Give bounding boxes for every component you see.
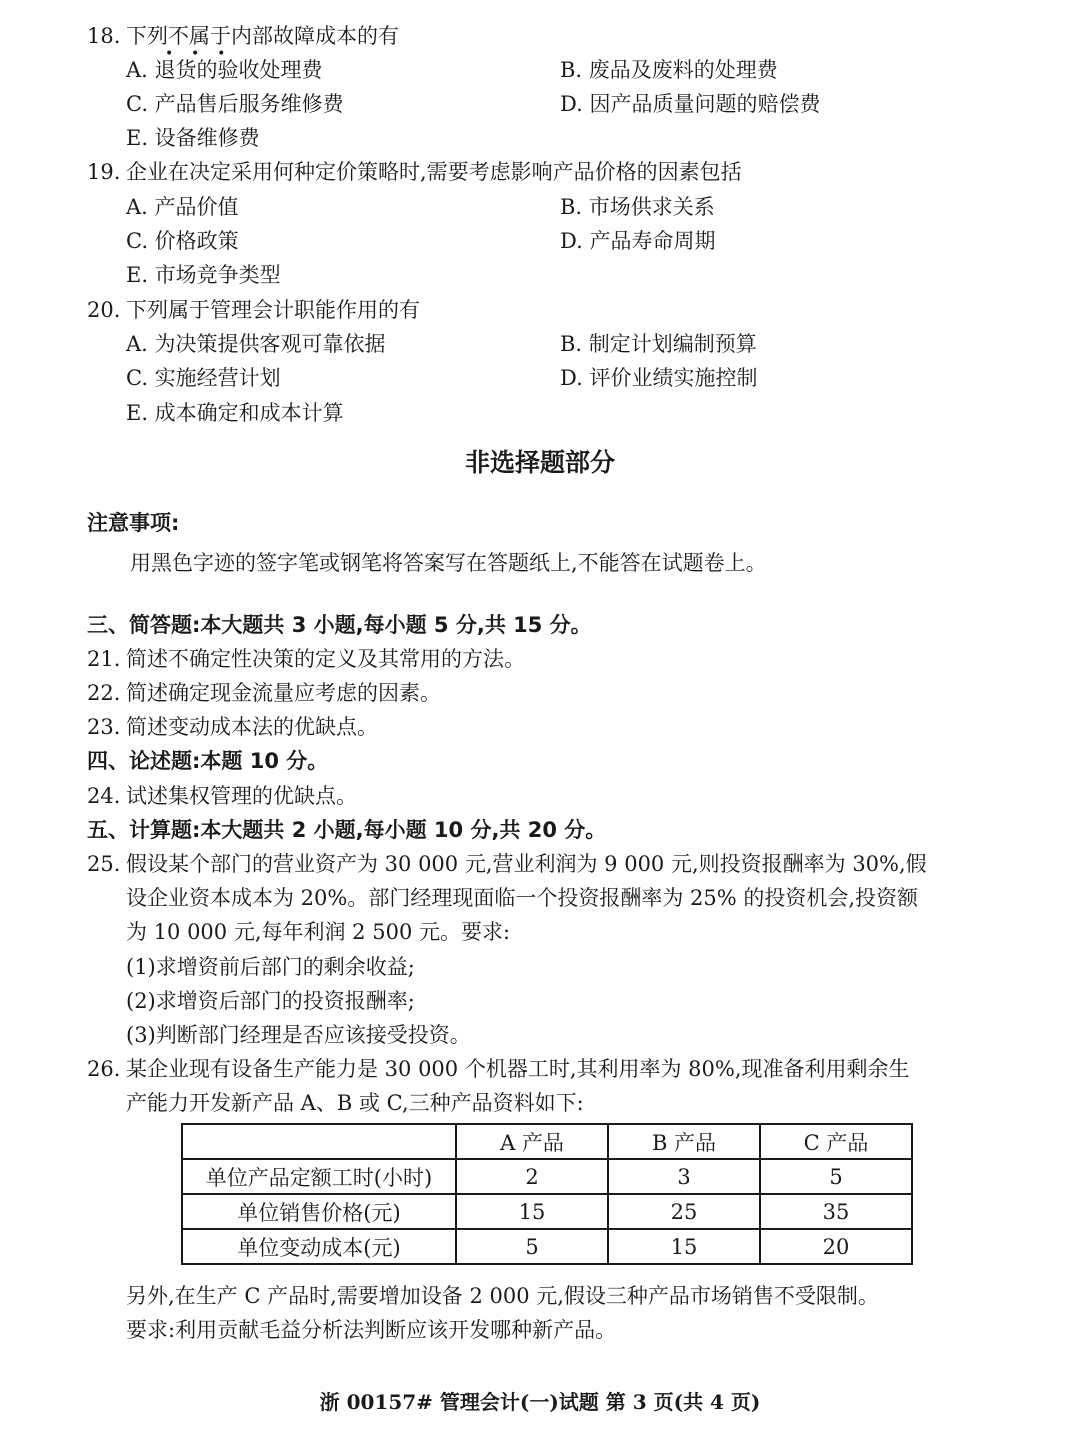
section-heading: 五、计算题:本大题共 2 小题,每小题 10 分,共 20 分。 [87,818,607,842]
table-cell: 15 [608,1229,760,1264]
question-text: 下列不属于内部故障成本的有 [126,24,399,48]
question-number: 19. [87,160,121,184]
question-number: 20. [87,298,121,322]
question-text: 产能力开发新产品 A、B 或 C,三种产品资料如下: [126,1091,584,1115]
table-cell [182,1124,456,1159]
sub-question: (3)判断部门经理是否应该接受投资。 [126,1023,471,1047]
option-c: C. 实施经营计划 [126,366,281,390]
question-text: 简述确定现金流量应考虑的因素。 [126,681,441,705]
table-cell: 5 [760,1159,912,1194]
table-cell: 2 [456,1159,608,1194]
emphasis-dots: • • • [165,46,226,62]
table-row [182,1159,912,1194]
question-number: 22. [87,681,121,705]
question-text: 另外,在生产 C 产品时,需要增加设备 2 000 元,假设三种产品市场销售不受限制。 [126,1284,879,1308]
question-text: 下列属于管理会计职能作用的有 [126,298,420,322]
option-e: E. 设备维修费 [126,126,260,150]
question-text: 要求:利用贡献毛益分析法判断应该开发哪种新产品。 [126,1318,617,1342]
page-footer: 浙 00157# 管理会计(一)试题 第 3 页(共 4 页) [319,1390,761,1414]
option-e: E. 成本确定和成本计算 [126,401,344,425]
option-a: A. 产品价值 [126,195,239,219]
question-text: 简述变动成本法的优缺点。 [126,715,378,739]
notice-heading: 注意事项: [87,511,180,535]
question-number: 26. [87,1057,121,1081]
product-data-table [181,1123,913,1265]
option-a: A. 退货的验收处理费 [126,58,323,82]
question-number: 25. [87,852,121,876]
question-text: 设企业资本成本为 20%。部门经理现面临一个投资报酬率为 25% 的投资机会,投资额 [126,886,919,910]
question-number: 18. [87,24,121,48]
option-b: B. 制定计划编制预算 [560,332,757,356]
question-number: 23. [87,715,121,739]
sub-question: (2)求增资后部门的投资报酬率; [126,989,415,1013]
option-c: C. 产品售后服务维修费 [126,92,344,116]
question-number: 24. [87,784,121,808]
table-cell: 35 [760,1194,912,1229]
table-cell: 单位产品定额工时(小时) [182,1159,456,1194]
option-c: C. 价格政策 [126,229,239,253]
table-row [182,1229,912,1264]
question-text: 假设某个部门的营业资产为 30 000 元,营业利润为 9 000 元,则投资报酬率为 30%,假 [126,852,927,876]
part-title: 非选择题部分 [464,448,615,477]
notice-text: 用黑色字迹的签字笔或钢笔将答案写在答题纸上,不能答在试题卷上。 [130,551,767,575]
question-text: 试述集权管理的优缺点。 [126,784,357,808]
option-a: A. 为决策提供客观可靠依据 [126,332,386,356]
option-d: D. 产品寿命周期 [560,229,716,253]
table-cell: 20 [760,1229,912,1264]
table-row [182,1194,912,1229]
table-cell: 15 [456,1194,608,1229]
question-text: 为 10 000 元,每年利润 2 500 元。要求: [126,920,511,944]
table-cell: 单位变动成本(元) [182,1229,456,1264]
section-heading: 三、简答题:本大题共 3 小题,每小题 5 分,共 15 分。 [87,613,592,637]
option-b: B. 废品及废料的处理费 [560,58,778,82]
table-cell: A 产品 [456,1124,608,1159]
sub-question: (1)求增资前后部门的剩余收益; [126,955,415,979]
option-b: B. 市场供求关系 [560,195,715,219]
table-header-row [182,1124,912,1159]
table-cell: C 产品 [760,1124,912,1159]
question-text: 简述不确定性决策的定义及其常用的方法。 [126,647,525,671]
question-number: 21. [87,647,121,671]
option-d: D. 因产品质量问题的赔偿费 [560,92,821,116]
section-heading: 四、论述题:本题 10 分。 [87,749,329,773]
question-text: 企业在决定采用何种定价策略时,需要考虑影响产品价格的因素包括 [126,160,742,184]
table-cell: 3 [608,1159,760,1194]
table-cell: 25 [608,1194,760,1229]
table-cell: 5 [456,1229,608,1264]
table-cell: B 产品 [608,1124,760,1159]
option-d: D. 评价业绩实施控制 [560,366,758,390]
option-e: E. 市场竞争类型 [126,263,281,287]
table-cell: 单位销售价格(元) [182,1194,456,1229]
question-text: 某企业现有设备生产能力是 30 000 个机器工时,其利用率为 80%,现准备利用剩余生 [126,1057,910,1081]
